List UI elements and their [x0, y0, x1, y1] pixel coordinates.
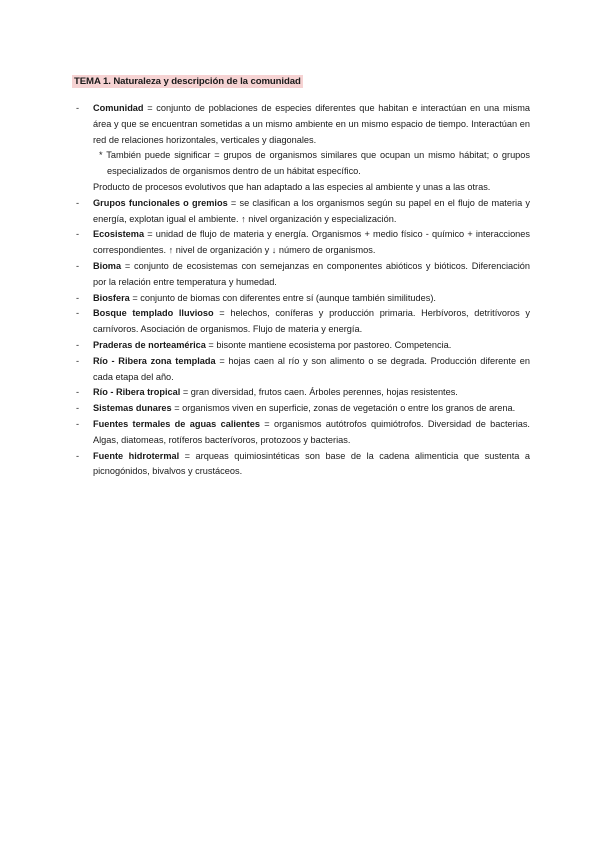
entry-body — [93, 449, 530, 481]
entry-term: Praderas de norteamérica — [93, 339, 206, 350]
entry-term: Bioma — [93, 260, 122, 271]
list-item — [72, 449, 530, 481]
entry-text: = unidad de flujo de materia y energía. Organismos + medio físico - químico + interacciones correspondientes. ↑ nivel de organización y ↓ número de organismos. — [93, 229, 530, 256]
list-item — [72, 338, 530, 354]
list-item — [72, 196, 530, 228]
entry-body — [93, 196, 530, 228]
list-item — [72, 291, 530, 307]
entry-text: = helechos, coníferas y producción primaria. Herbívoros, detritívoros y carnívoros. Asociación de organismos. Flujo de materia y energía. — [93, 308, 530, 335]
definition-list — [72, 101, 530, 480]
entry-text: = gran diversidad, frutos caen. Árboles perennes, hojas resistentes. — [180, 387, 458, 398]
entry-text: = conjunto de biomas con diferentes entre sí (aunque también similitudes). — [129, 292, 436, 303]
entry-term: Ecosistema — [93, 229, 145, 240]
list-item — [72, 354, 530, 386]
entry-text: = conjunto de ecosistemas con semejanzas en componentes abióticos y bióticos. Diferenciación por la relación entre temperatura y humedad. — [93, 260, 530, 287]
entry-body — [93, 354, 530, 386]
heading-wrapper — [72, 71, 303, 89]
bullet-dash: - — [76, 387, 80, 398]
entry-term: Grupos funcionales o gremios — [93, 197, 228, 208]
list-item — [72, 306, 530, 338]
entry-body — [93, 338, 530, 354]
entry-text: = organismos viven en superficie, zonas de vegetación o entre los granos de arena. — [171, 403, 516, 414]
entry-note: * También puede significar = grupos de organismos similares que ocupan un mismo hábitat; o grupos especializados de organismos dentro de un hábitat específico. — [99, 150, 530, 177]
entry-term: Fuentes termales de aguas calientes — [93, 418, 260, 429]
list-item — [72, 101, 530, 196]
bullet-dash: - — [76, 103, 80, 113]
list-item — [72, 385, 530, 401]
entry-text: = conjunto de poblaciones de especies diferentes que habitan e interactúan en una misma área y que se encuentran sometidas a un mismo ambiente en un mismo espacio de tiempo. Interactúan en red de relaciones horizontales, verticales y diagonales. — [93, 103, 530, 145]
entry-text: = organismos autótrofos quimiótrofos. Diversidad de bacterias. Algas, diatomeas, rotíferos bacterívoros, protozoos y bacterias. — [93, 418, 530, 445]
entry-text: = hojas caen al río y son alimento o se degrada. Producción diferente en cada etapa del año. — [93, 355, 530, 382]
entry-body — [93, 417, 530, 449]
entry-term: Comunidad — [93, 103, 144, 113]
entry-body — [93, 259, 530, 291]
bullet-dash: - — [76, 260, 80, 271]
entry-text: = arqueas quimiosintéticas son base de la cadena alimenticia que sustenta a picnogónidos, bivalvos y crustáceos. — [93, 450, 530, 477]
entry-text: = bisonte mantiene ecosistema por pastoreo. Competencia. — [205, 339, 452, 350]
bullet-dash: - — [76, 229, 80, 240]
entry-term: Bosque templado lluvioso — [93, 308, 214, 319]
bullet-dash: - — [76, 450, 80, 461]
entry-term: Río - Ribera tropical — [93, 387, 181, 398]
bullet-dash: - — [76, 308, 80, 319]
entry-term: Sistemas dunares — [93, 403, 172, 414]
entry-body — [93, 227, 530, 259]
bullet-dash: - — [76, 355, 80, 366]
bullet-dash: - — [76, 418, 80, 429]
bullet-dash: - — [76, 197, 80, 208]
entry-term: Fuente hidrotermal — [93, 450, 180, 461]
entry-body — [93, 101, 530, 148]
list-item — [72, 259, 530, 291]
entry-body — [93, 401, 530, 417]
bullet-dash: - — [76, 339, 80, 350]
list-item — [72, 401, 530, 417]
list-item — [72, 417, 530, 449]
page-title: TEMA 1. Naturaleza y descripción de la comunidad — [74, 76, 301, 87]
entry-body — [93, 291, 530, 307]
entry-term: Río - Ribera zona templada — [93, 355, 216, 366]
bullet-dash: - — [76, 292, 80, 303]
entry-extra: Producto de procesos evolutivos que han adaptado a las especies al ambiente y unas a las otras. — [93, 181, 491, 192]
entry-body — [93, 306, 530, 338]
bullet-dash: - — [76, 403, 80, 414]
entry-text: = se clasifican a los organismos según su papel en el flujo de materia y energía, explotan igual el ambiente. ↑ nivel organización y especialización. — [93, 197, 530, 224]
entry-body — [93, 385, 530, 401]
entry-term: Biosfera — [93, 292, 130, 303]
list-item — [72, 227, 530, 259]
